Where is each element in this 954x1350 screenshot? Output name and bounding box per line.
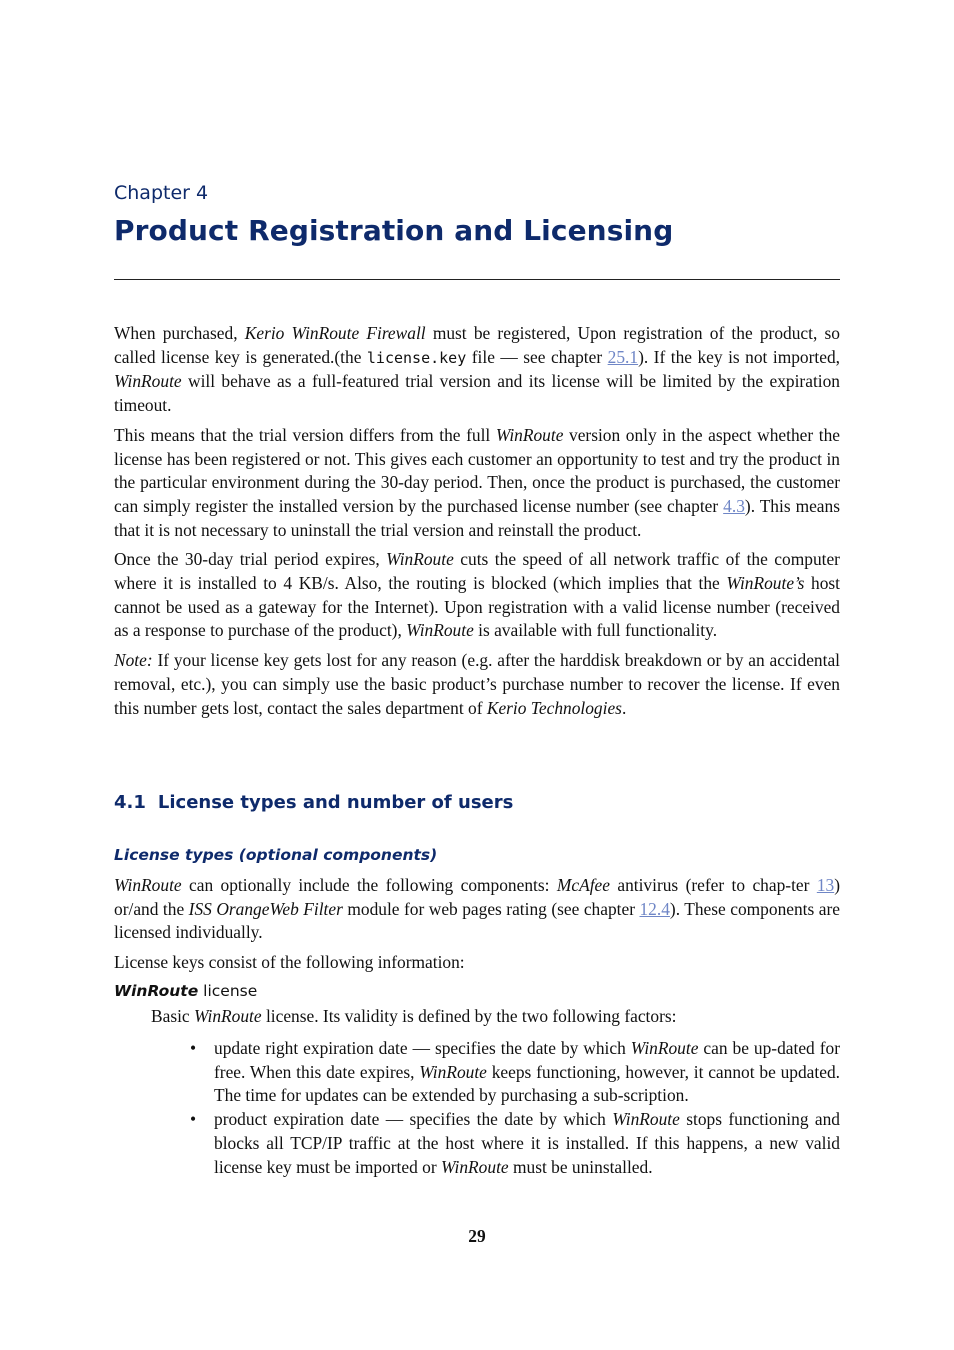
text-run: stops functioning and blocks all TCP/IP traffic at the host where it is installed. If this happens, a new valid license key must be imported or: [214, 1109, 841, 1177]
paragraph-5: [114, 874, 840, 945]
product-name: WinRoute: [406, 620, 474, 641]
paragraph-1: [114, 322, 840, 418]
chapter-link-12-4[interactable]: 12.4: [639, 898, 670, 919]
product-name: WinRoute: [386, 549, 454, 570]
company-name: Kerio Technologies: [486, 697, 622, 718]
text-run: Basic: [151, 1006, 194, 1026]
definition-description: [151, 1005, 840, 1029]
text-run: can optionally include the following components:: [181, 875, 557, 895]
chapter-link-13[interactable]: 13: [816, 875, 835, 895]
text-run: ). This means that it is not necessary to uninstall the trial version and reinstall the product.: [114, 495, 840, 540]
bullet-icon: •: [190, 1109, 197, 1130]
text-run: will behave as a full-featured trial version and its license will be limited by the expiration timeout.: [114, 371, 840, 416]
text-run: cuts the speed of all network traffic of the computer where it is installed to 4 KB/s. Also, the routing is blocked (which implies that the: [114, 549, 840, 594]
bullet-icon: •: [190, 1038, 197, 1058]
product-name: Kerio WinRoute Firewall: [244, 323, 426, 343]
text-run: is available with full functionality.: [473, 620, 718, 641]
paragraph-2: [114, 424, 840, 543]
bullet-list: [190, 1037, 841, 1179]
product-name: WinRoute: [630, 1038, 699, 1058]
product-name: WinRoute’s: [726, 573, 805, 594]
term-name: WinRoute: [114, 982, 199, 1000]
note-label: Note:: [114, 650, 153, 671]
text-run: update right expiration date — specifies the date by which: [214, 1038, 631, 1058]
text-run: module for web pages rating (see chapter: [342, 898, 640, 919]
text-run: ) or/and the: [114, 875, 840, 919]
note-paragraph: [114, 649, 840, 720]
text-run: host cannot be used as a gateway for the Internet). Upon registration with a valid license number (received as a response to purchase of the product),: [114, 573, 840, 641]
chapter-link-25-1[interactable]: 25.1: [607, 346, 639, 367]
text-run: license. Its validity is defined by the two following factors:: [261, 1006, 677, 1026]
text-run: ). These components are licensed individually.: [114, 898, 840, 943]
section-title: License types and number of users: [157, 792, 514, 813]
paragraph-6: License keys consist of the following information:: [114, 952, 465, 973]
product-name: WinRoute: [495, 424, 564, 445]
text-run: antivirus (refer to chap-ter: [609, 875, 817, 895]
product-name: WinRoute: [419, 1061, 487, 1082]
title-rule: [114, 279, 840, 280]
text-run: .: [621, 697, 627, 718]
subsection-heading: License types (optional components): [114, 846, 438, 864]
paragraph-3: [114, 548, 840, 643]
list-item: [190, 1037, 841, 1108]
section-number: 4.1: [114, 792, 146, 813]
section-text: [114, 874, 840, 975]
section-heading: [114, 792, 513, 813]
chapter-title: Product Registration and Licensing: [114, 214, 674, 247]
list-item: [190, 1108, 841, 1179]
text-run: version only in the aspect whether the license has been registered or not. This gives each customer an opportunity to test and try the product in the particular environment during the 30-day period. Then, once the product is purchased, the customer can simply register the installed version by the purchased license number (see chapter: [114, 424, 840, 516]
text-run: file — see chapter: [466, 346, 608, 367]
text-run: When purchased,: [114, 323, 245, 343]
text-run: ). If the key is not imported,: [638, 346, 841, 367]
product-name: WinRoute: [612, 1109, 680, 1130]
intro-text: [114, 322, 840, 720]
definition-term: [114, 982, 257, 1000]
text-run: This means that the trial version differs from the full: [114, 424, 496, 445]
product-name: McAfee: [556, 875, 610, 895]
product-name: WinRoute: [114, 875, 182, 895]
text-run: must be uninstalled.: [508, 1156, 653, 1177]
text-run: keeps functioning, however, it cannot be updated. The time for updates can be extended by purchasing a sub-scription.: [214, 1061, 840, 1106]
product-name: WinRoute: [441, 1156, 509, 1177]
term-suffix: license: [198, 982, 258, 1000]
product-name: WinRoute: [114, 371, 182, 392]
text-run: If your license key gets lost for any reason (e.g. after the harddisk breakdown or by an accidental removal, etc.), you can simply use the basic product’s purchase number to recover the license. If even this number gets lost, contact the sales department of: [114, 650, 840, 718]
text-run: can be up-dated for free. When this date expires,: [214, 1038, 841, 1082]
filename-code: license.key: [366, 348, 467, 367]
chapter-link-4-3[interactable]: 4.3: [723, 495, 745, 516]
product-name: WinRoute: [193, 1006, 262, 1026]
text-run: product expiration date — specifies the date by which: [214, 1109, 613, 1130]
page-number: 29: [468, 1226, 486, 1246]
text-run: must be registered, Upon registration of the product, so called license key is generated.(the: [114, 323, 840, 367]
text-run: Once the 30-day trial period expires,: [114, 549, 387, 570]
product-name: ISS OrangeWeb Filter: [188, 898, 343, 919]
chapter-label: Chapter 4: [114, 182, 209, 204]
